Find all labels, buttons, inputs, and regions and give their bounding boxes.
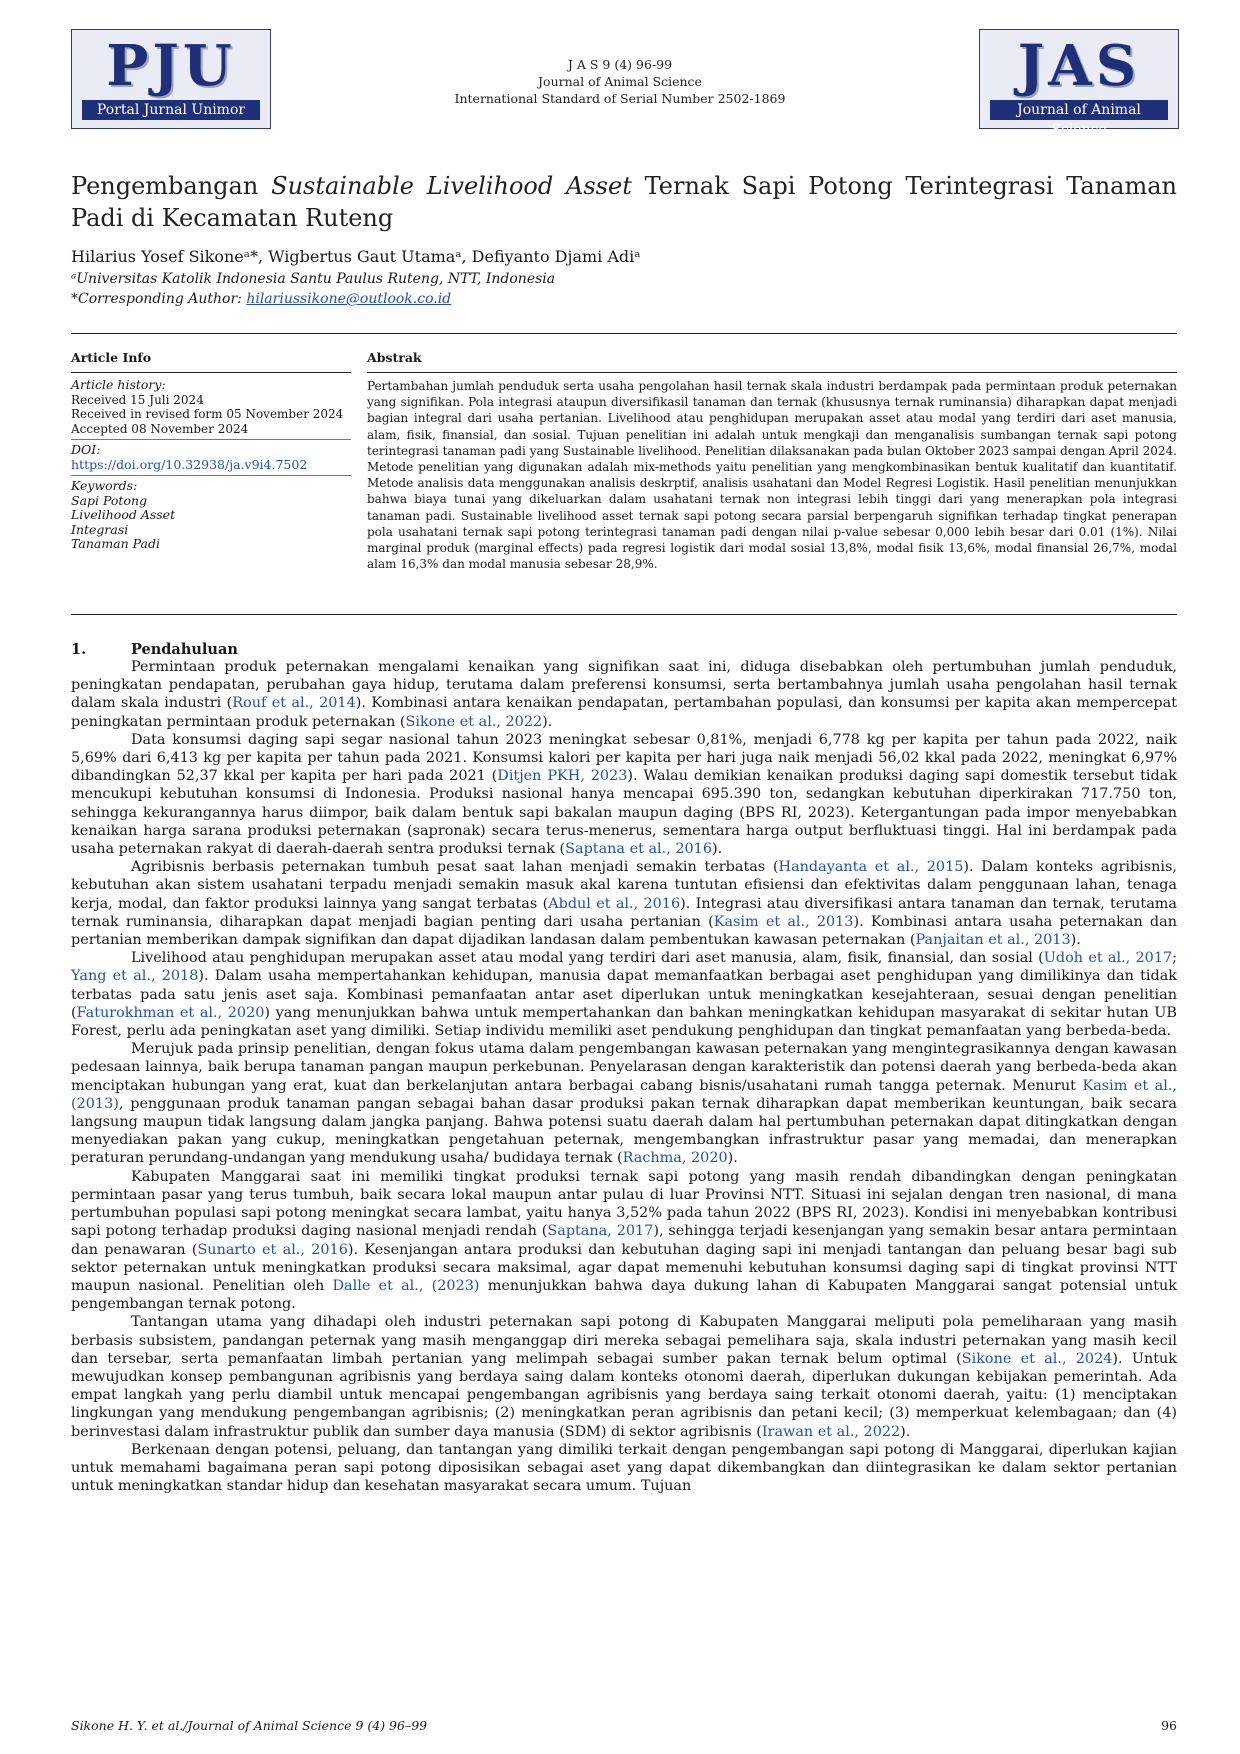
paragraph-text: Data konsumsi daging sapi segar nasional tahun 2023 meningkat sebesar 0,81%, menjadi 6,778 kg per kapita per tahun pada 2022, naik 5,69% dari 6,413 kg per kapita per tahun pada 2021. Konsumsi kalori per kapita per hari juga naik menjadi 56,02 kkal pada 2022, meningkat 6,97% dibandingkan 52,37 kkal per kapita per hari pada 2021 (: [71, 731, 1177, 785]
footer-citation: Sikone H. Y. et al./Journal of Animal Science 9 (4) 96–99: [71, 1718, 428, 1733]
citation-link[interactable]: Yang et al., 2018: [71, 968, 199, 985]
citation-link[interactable]: Kasim et al., 2013: [713, 913, 854, 930]
keyword: Livelihood Asset: [71, 507, 176, 522]
paragraph: [71, 1441, 1177, 1496]
top-divider: [71, 333, 1177, 334]
paragraph-text: ).: [727, 1150, 738, 1167]
history-label: Article history:: [71, 377, 166, 392]
keywords-label: Keywords:: [71, 478, 138, 493]
section-heading: [71, 641, 238, 658]
paragraph-text: Tantangan utama yang dihadapi oleh industri peternakan sapi potong di Kabupaten Manggarai meliputi pola pemeliharaan yang masih berbasis subsistem, pandangan peternak yang masih menganggap diri mereka sebagai pemelihara saja, skala industri peternakan yang masih kecil dan tersebar, serta pemanfaatan limbah pertanian yang melimpah sebagai sumber pakan ternak belum optimal (: [71, 1314, 1177, 1367]
pju-logo-subtitle: Portal Jurnal Unimor: [82, 100, 260, 120]
paragraph: [71, 731, 1177, 858]
paragraph: [71, 949, 1177, 1040]
citation-link[interactable]: Sikone et al., 2024: [961, 1350, 1113, 1367]
paragraph: [71, 1040, 1177, 1167]
paragraph-text: Berkenaan dengan potensi, peluang, dan tantangan yang dimiliki terkait dengan pengembangan sapi potong di Manggarai, diperlukan kajian untuk memahami bagaimana peran sapi potong diposisikan sebagai aset yang dapat dikembangkan dan diintegrasikan ke dalam sektor pertanian untuk meningkatkan standar hidup dan kesehatan masyarakat secara umum. Tujuan: [71, 1441, 1177, 1495]
jas-logo-text: JAS: [1017, 33, 1141, 99]
citation-link[interactable]: Udoh et al., 2017: [1043, 950, 1173, 967]
abstract-heading: Abstrak: [367, 350, 422, 365]
doi-link[interactable]: https://doi.org/10.32938/ja.v9i4.7502: [71, 456, 308, 472]
keyword: Tanaman Padi: [71, 536, 160, 551]
citation-link[interactable]: Saptana, 2017: [547, 1223, 654, 1240]
authors: Hilarius Yosef Sikoneᵃ*, Wigbertus Gaut Utamaᵃ, Defiyanto Djami Adiᵃ: [71, 247, 641, 266]
title-part-2: Ternak Sapi Potong Terintegrasi Tanaman Padi di Kecamatan Ruteng: [71, 172, 1177, 232]
citation-link[interactable]: Kasim et al., (2013): [71, 1077, 1177, 1112]
citation-link[interactable]: Saptana et al., 2016: [565, 841, 712, 858]
article-info-heading: Article Info: [71, 350, 152, 365]
info-divider: [71, 372, 351, 373]
doi-label: DOI:: [71, 442, 101, 457]
journal-header: [300, 56, 940, 107]
citation-link[interactable]: Dalle et al., (2023): [332, 1277, 480, 1294]
section-number: 1.: [71, 641, 87, 658]
paragraph-text: ). Dalam usaha mempertahankan kehidupan, manusia dapat memanfaatkan berbagai aset penghidupan yang dimilikinya dan tidak terbatas pada satu jenis aset saja. Kombinasi pemanfaatan antar aset diperlukan untuk meningkatkan kesejahteraan, sesuai dengan penelitian (: [71, 968, 1177, 1021]
citation-link[interactable]: Panjaitan et al., 2013: [915, 932, 1071, 949]
citation-link[interactable]: Rachma, 2020: [622, 1150, 728, 1167]
article-info: [71, 378, 351, 552]
body-text: [71, 658, 1177, 1495]
paragraph-text: Merujuk pada prinsip penelitian, dengan fokus utama dalam pengembangan kawasan peternakan yang mengintegrasikannya dengan kawasan pedesaan lainnya, baik berupa tanaman pangan maupun perkebunan. Penyelarasan dengan karakteristik dan potensi daerah yang berbeda-beda akan menciptakan hubungan yang erat, kuat dan berkelanjutan antara berbagai cabang bisnis/usahatani rumah tangga peternak. Menurut: [71, 1041, 1177, 1094]
paragraph-text: ) yang menunjukkan bahwa untuk mempertahankan dan bahkan meningkatkan kehidupan masyarakat di sekitar hutan UB Forest, perlu ada peningkatan aset yang dimiliki. Setiap individu memiliki aset pendukung penghidupan dan tingkat pemanfaatan yang berbeda-beda.: [71, 1004, 1177, 1040]
corresponding-author: [71, 289, 451, 309]
paragraph-text: ), sehingga terjadi kesenjangan yang semakin besar antara permintaan dan penawaran (: [71, 1223, 1177, 1258]
abstract-text: Pertambahan jumlah penduduk serta usaha pengolahan hasil ternak skala industri berdampak pada permintaan produk peternakan yang signifikan. Pola integrasi ataupun diversifikasil tanaman dan ternak (khususnya ternak ruminansia) diharapkan dapat menjadi bagian integral dari usaha pertanian. Livelihood atau penghidupan merupakan asset atau modal yang terdiri dari aset manusia, alam, fisik, finansial, dan sosial. Tujuan penelitian ini adalah untuk mengkaji dan menganalisis sumbangan ternak sapi potong terintegrasi tanaman padi yang Sustainable livelihood. Penelitian dilaksanakan pada bulan Oktober 2023 sampai dengan April 2024. Metode penelitian yang digunakan adalah mix-methods yaitu penelitian yang mengkombinasikan bentuk kualitatif dan kuantitatif. Metode analisis data menggunakan analisis deskrptif, analisis usahatani dan Model Regresi Logistik. Hasil penelitian menunjukkan bahwa biaya tunai yang dikeluarkan dalam usahatani ternak non integrasi lebih tinggi dari yang menerapkan pola integrasi tanaman padi. Sustainable livelihood asset ternak sapi potong secara parsial berpengaruh signifikan terhadap tingkat penerapan pola usahatani ternak sapi potong terintegrasi tanaman padi dengan nilai p-value sebesar 0,000 lebih besar dari 0.01 (1%). Nilai marginal produk (marginal effects) pada regresi logistik dari modal sosial 13,8%, modal fisik 13,6%, modal finansial 26,7%, modal alam 16,3% dan modal manusia sebesar 28,9%.: [367, 379, 1177, 572]
citation-link[interactable]: Faturokhman et al., 2020: [76, 1004, 265, 1021]
journal-name: Journal of Animal Science: [538, 74, 702, 89]
keyword: Integrasi: [71, 521, 129, 537]
accepted-date: Accepted 08 November 2024: [71, 421, 249, 436]
jas-logo: [979, 29, 1179, 138]
info-separator: [71, 475, 351, 476]
paragraph-text: ). Walau demikian kenaikan produksi daging sapi domestik tersebut tidak mencukupi kebutuhan konsumsi di Indonesia. Produksi nasional hanya mencapai 695.390 ton, sedangkan kebutuhan diperkirakan 717.750 ton, sehingga kekurangannya harus diimpor, baik dalam bentuk sapi bakalan maupun daging (BPS RI, 2023). Ketergantungan pada impor menyebabkan kenaikan harga sarana produksi peternakan (sapronak) secara terus-menerus, sementara harga output berfluktuasi tinggi. Hal ini berdampak pada usaha peternakan rakyat di daerah-daerah sentra produksi ternak (: [71, 768, 1178, 858]
paragraph-text: ). Untuk mewujudkan konsep pembangunan agribisnis yang berdaya saing dalam konteks otonomi daerah, diperlukan dukungan kebijakan pemerintah. Ada empat langkah yang perlu diambil untuk mencapai pengembangan agribisnis yang berdaya saing terkait otonomi daerah, yaitu: (1) menciptakan lingkungan yang mendukung pengembangan agribisnis; (2) meningkatkan peran agribisnis dan petani kecil; (3) memperkuat kelembagaan; dan (4) berinvestasi dalam infrastruktur publik dan sumber daya manusia (SDM) di sektor agribisnis (: [71, 1350, 1178, 1440]
paragraph-text: ). Dalam konteks agribisnis, kebutuhan akan sistem usahatani terpadu menjadi semakin masuk akal karena tuntutan efisiensi dan efektivitas dalam penggunaan lahan, tenaga kerja, modal, dan faktor produksi lainnya yang sangat terbatas (: [71, 859, 1177, 912]
paragraph-text: menunjukkan bahwa daya dukung lahan di Kabupaten Manggarai sangat potensial untuk pengembangan ternak potong.: [71, 1277, 1178, 1313]
paragraph-text: ). Kombinasi antara usaha peternakan dan pertanian memberikan dampak signifikan dan dapat dijadikan landasan dalam pembentukan kawasan peternakan (: [71, 913, 1177, 949]
paragraph-text: ). Kombinasi antara kenaikan pendapatan, pertambahan populasi, dan konsumsi per kapita akan mempercepat peningkatan permintaan produk peternakan (: [71, 695, 1177, 730]
abstract-divider: [367, 372, 1177, 373]
journal-volume: J A S 9 (4) 96-99: [567, 57, 673, 72]
paper-title: [71, 170, 1177, 234]
citation-link[interactable]: Abdul et al., 2016: [548, 895, 681, 912]
title-part-1: Pengembangan: [71, 172, 272, 200]
page-number: 96: [1161, 1718, 1177, 1733]
paragraph-text: Agribisnis berbasis peternakan tumbuh pesat saat lahan menjadi semakin terbatas (: [131, 859, 779, 876]
citation-link[interactable]: Sikone et al., 2022: [405, 713, 543, 730]
paragraph-text: Permintaan produk peternakan mengalami kenaikan yang signifikan saat ini, diduga disebabkan oleh pertumbuhan jumlah penduduk, peningkatan pendapatan, perubahan gaya hidup, terutama dalam preferensi konsumsi, serta bertambahnya jumlah usaha pengolahan hasil ternak dalam skala industri (: [71, 659, 1177, 712]
paragraph: [71, 1168, 1177, 1314]
paragraph: [71, 858, 1177, 949]
pju-logo: [71, 29, 271, 129]
paragraph-text: Livelihood atau penghidupan merupakan asset atau modal yang terdiri dari aset manusia, alam, fisik, finansial, dan sosial (: [131, 950, 1044, 967]
paragraph-text: ). Kesenjangan antara produksi dan kebutuhan daging sapi ini menjadi tantangan dan peluang besar bagi sub sektor peternakan untuk meningkatkan produksi secara maksimal, agar dapat memenuhi kebutuhan konsumsi daging sapi di tingkat provinsi NTT maupun nasional. Penelitian oleh: [71, 1241, 1177, 1294]
paragraph-text: ).: [542, 713, 553, 730]
received-date: Received 15 Juli 2024: [71, 392, 204, 407]
footer: [71, 1718, 1177, 1733]
paragraph-text: Kabupaten Manggarai saat ini memiliki tingkat produksi ternak sapi potong yang masih rendah dibandingkan dengan peningkatan permintaan pasar yang terus tumbuh, baik secara lokal maupun antar pulau di luar Provinsi NTT. Situasi ini sejalan dengan tren nasional, di mana pertumbuhan populasi sapi potong meningkat secara lambat, yaitu hanya 3,52% pada tahun 2022 (BPS RI, 2023). Kondisi ini menyebabkan kontribusi sapi potong terhadap produksi daging nasional menjadi rendah (: [71, 1168, 1177, 1240]
affiliation: ᵃUniversitas Katolik Indonesia Santu Paulus Ruteng, NTT, Indonesia: [71, 271, 556, 287]
corresponding-label: *Corresponding Author:: [71, 291, 247, 307]
citation-link[interactable]: Sunarto et al., 2016: [197, 1241, 348, 1258]
abstract-bottom-divider: [71, 614, 1177, 615]
revised-date: Received in revised form 05 November 2024: [71, 407, 344, 421]
pju-logo-text: PJU: [106, 33, 236, 99]
title-italic: Sustainable Livelihood Asset: [271, 172, 632, 200]
paragraph-text: ).: [900, 1423, 911, 1440]
paragraph-text: ).: [1070, 932, 1081, 949]
info-separator: [71, 439, 351, 440]
paragraph-text: ). Integrasi atau diversifikasi antara tanaman dan ternak, terutama ternak ruminansia, diharapkan dapat menjadi bagian penting dari usaha pertanian (: [71, 895, 1177, 930]
paragraph-text: ;: [1172, 950, 1177, 967]
paragraph: [71, 658, 1177, 731]
citation-link[interactable]: Ditjen PKH, 2023: [497, 768, 628, 785]
corresponding-email-link[interactable]: hilariussikone@outlook.co.id: [246, 291, 452, 307]
citation-link[interactable]: Rouf et al., 2014: [232, 695, 356, 712]
paragraph-text: ).: [711, 841, 723, 858]
section-title: Pendahuluan: [131, 641, 238, 658]
paragraph: [71, 1313, 1177, 1440]
citation-link[interactable]: Irawan et al., 2022: [761, 1423, 901, 1440]
paragraph-text: , penggunaan produk tanaman pangan sebagai bahan dasar produksi pakan ternak diharapkan dapat memberikan keuntungan, baik secara langsung maupun tidak langsung dalam jangka panjang. Bahwa potensi suatu daerah dalam hal pertumbuhan peternakan dapat ditingkatkan dengan menyediakan pakan yang cukup, meningkatkan pengetahuan peternak, mengembangkan infrastruktur pasar yang memadai, dan menerapkan peraturan perundang-undangan yang mendukung usaha/ budidaya ternak (: [71, 1095, 1177, 1167]
jas-logo-subtitle: Journal of Animal Science: [990, 100, 1168, 120]
journal-issn: International Standard of Serial Number 2502-1869: [454, 91, 786, 106]
citation-link[interactable]: Handayanta et al., 2015: [778, 859, 964, 876]
keyword: Sapi Potong: [71, 492, 148, 508]
